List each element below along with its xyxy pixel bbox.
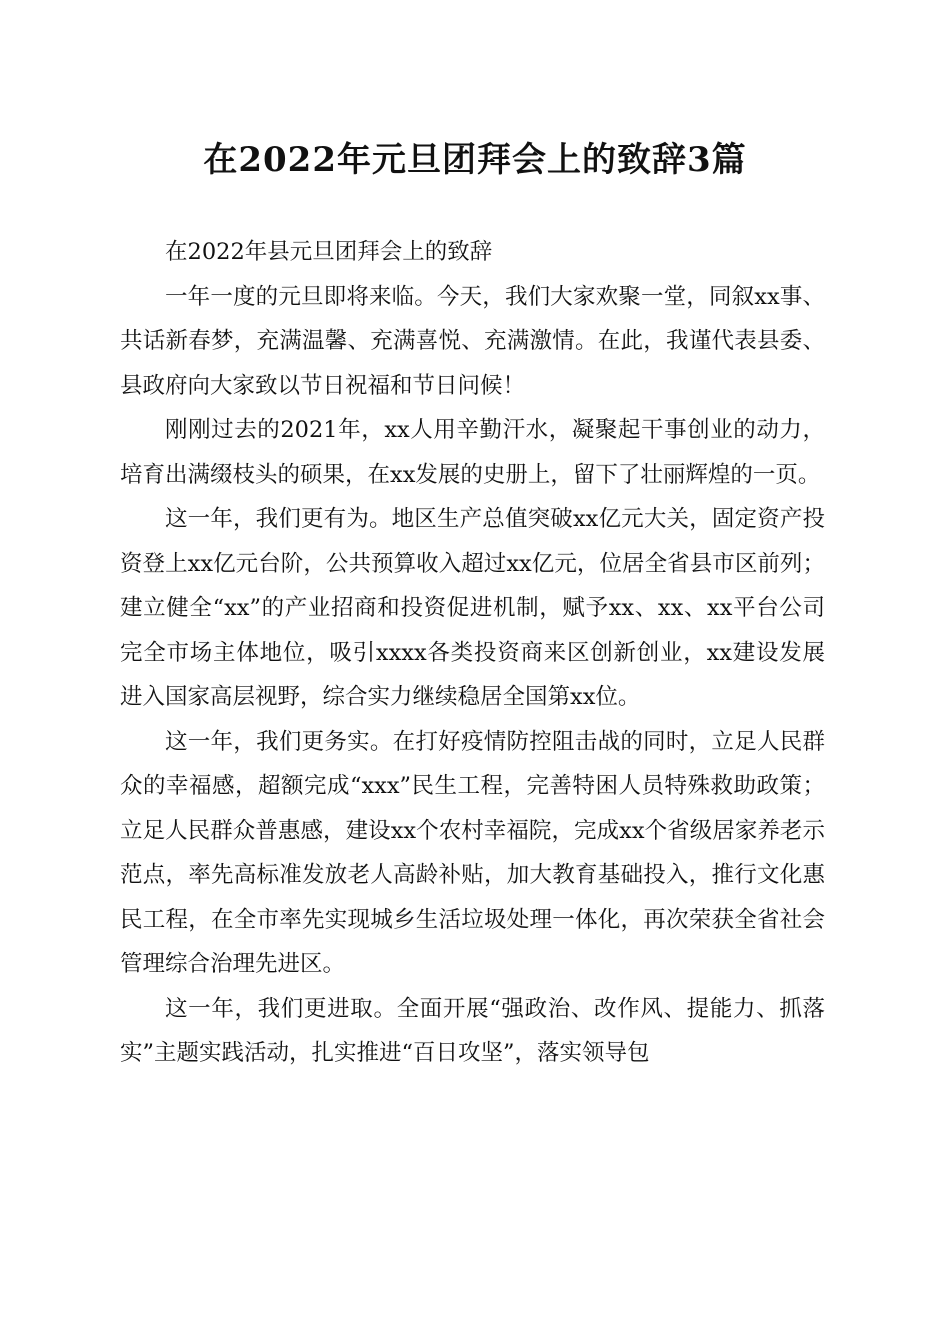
document-body xyxy=(120,230,825,1076)
paragraph-subtitle: 在2022年县元旦团拜会上的致辞 xyxy=(165,239,493,265)
paragraph-greeting: 一年一度的元旦即将来临。今天，我们大家欢聚一堂，同叙xx事、共话新春梦，充满温馨、充满喜悦、充满激情。在此，我谨代表县委、县政府向大家致以节日祝福和节日问候！ xyxy=(120,283,825,399)
paragraph-more-practical: 这一年，我们更务实。在打好疫情防控阻击战的同时，立足人民群众的幸福感，超额完成“xxx”民生工程，完善特困人员特殊救助政策；立足人民群众普惠感，建设xx个农村幸福院，完成xx个省级居家养老示范点，率先高标准发放老人高龄补贴，加大教育基础投入，推行文化惠民工程，在全市率先实现城乡生活垃圾处理一体化，再次荣获全省社会管理综合治理先进区。 xyxy=(120,728,825,977)
paragraph-more-accomplished: 这一年，我们更有为。地区生产总值突破xx亿元大关，固定资产投资登上xx亿元台阶，公共预算收入超过xx亿元，位居全省县市区前列；建立健全“xx”的产业招商和投资促进机制，赋予xx、xx、xx平台公司完全市场主体地位，吸引xxxx各类投资商来区创新创业，xx建设发展进入国家高层视野，综合实力继续稳居全国第xx位。 xyxy=(120,506,825,710)
paragraph-more-enterprising: 这一年，我们更进取。全面开展“强政治、改作风、提能力、抓落实”主题实践活动，扎实推进“百日攻坚”，落实领导包 xyxy=(120,995,825,1066)
paragraph-past-year: 刚刚过去的2021年，xx人用辛勤汗水，凝聚起干事创业的动力，培育出满缀枝头的硕果，在xx发展的史册上，留下了壮丽辉煌的一页。 xyxy=(120,417,825,488)
document-title: 在2022年元旦团拜会上的致辞3篇 xyxy=(203,140,747,180)
